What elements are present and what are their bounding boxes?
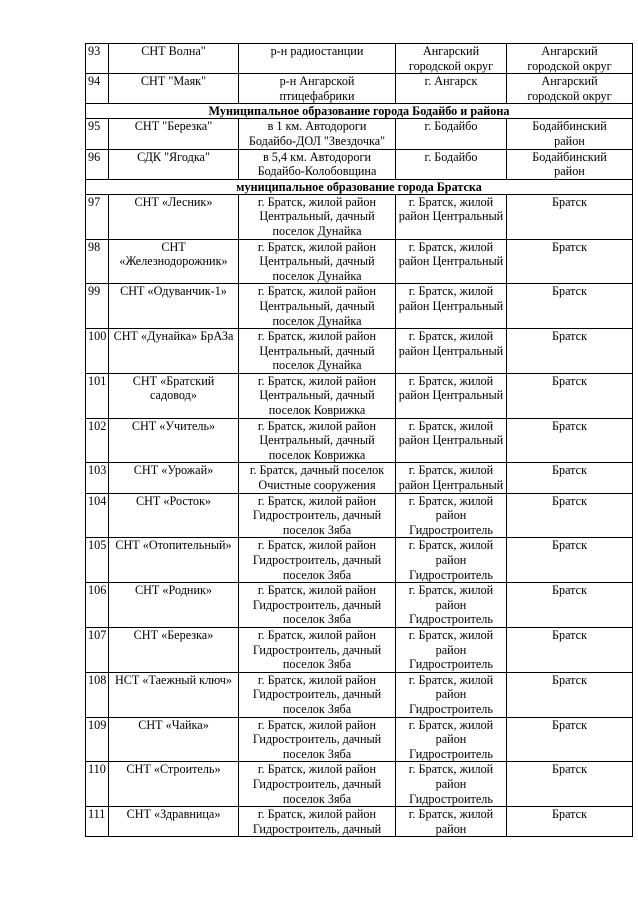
location-description-cell <box>239 717 396 762</box>
municipal-district: Ангарский городской округ <box>527 74 612 103</box>
municipal-district: Бодайбинский район <box>532 119 607 148</box>
municipal-district: Братск <box>552 538 587 553</box>
settlement-cell <box>396 44 507 74</box>
settlement-cell <box>396 149 507 179</box>
partnership-name: СНТ «Росток» <box>135 493 212 508</box>
table-row <box>86 538 633 583</box>
location-description: г. Братск, жилой район Гидростроитель, дачный поселок Зяба <box>252 583 382 627</box>
partnership-name: СНТ «Лесник» <box>134 194 213 209</box>
partnership-name-cell <box>109 493 239 538</box>
settlement: г. Братск, жилой район Центральный <box>398 418 504 448</box>
partnership-name-cell <box>109 807 239 837</box>
location-description: г. Братск, дачный поселок Очистные сооружения <box>249 463 385 493</box>
location-description: г. Братск, жилой район Центральный, дачный поселок Коврижка <box>257 373 377 418</box>
partnership-name-cell <box>109 762 239 807</box>
row-number: 96 <box>88 149 101 164</box>
municipal-district: Братск <box>552 627 587 642</box>
table-row <box>86 284 633 329</box>
row-number-cell <box>86 538 109 583</box>
row-number-cell <box>86 74 109 104</box>
row-number-cell <box>86 44 109 74</box>
location-description-cell <box>239 583 396 628</box>
row-number: 97 <box>88 194 101 209</box>
partnership-name-cell <box>109 329 239 374</box>
settlement-cell <box>396 119 507 149</box>
row-number-cell <box>86 463 109 493</box>
municipal-district-cell <box>507 418 633 463</box>
table-row <box>86 463 633 493</box>
location-description: г. Братск, жилой район Гидростроитель, дачный <box>252 807 382 836</box>
partnership-name: СНТ «Дунайка» БрАЗа <box>113 329 234 344</box>
settlement-cell <box>396 239 507 284</box>
partnership-name: СНТ «Одуванчик-1» <box>120 284 227 299</box>
settlement: г. Братск, жилой район Гидростроитель <box>408 538 494 582</box>
municipal-district-cell <box>507 44 633 74</box>
location-description-cell <box>239 762 396 807</box>
row-number: 104 <box>88 493 107 508</box>
municipal-district-cell <box>507 717 633 762</box>
settlement: г. Братск, жилой район Центральный <box>398 284 504 313</box>
location-description: г. Братск, жилой район Центральный, дачный поселок Дунайка <box>257 329 377 373</box>
location-description-cell <box>239 239 396 284</box>
settlement-cell <box>396 373 507 418</box>
location-description: г. Братск, жилой район Центральный, дачный поселок Дунайка <box>257 194 377 238</box>
location-description-cell <box>239 194 396 239</box>
table-row <box>86 762 633 807</box>
location-description: г. Братск, жилой район Гидростроитель, дачный поселок Зяба <box>252 627 382 672</box>
partnership-name-cell <box>109 44 239 74</box>
location-description-cell <box>239 119 396 149</box>
municipal-district: Братск <box>552 329 587 344</box>
partnership-name: СНТ «Братский садовод» <box>132 373 215 403</box>
partnership-name-cell <box>109 583 239 628</box>
row-number: 99 <box>88 284 101 299</box>
partnership-name-cell <box>109 538 239 583</box>
municipal-district-cell <box>507 538 633 583</box>
table-row <box>86 119 633 149</box>
row-number-cell <box>86 329 109 374</box>
table-row <box>86 194 633 239</box>
municipal-district-cell <box>507 194 633 239</box>
settlement-cell <box>396 284 507 329</box>
row-number: 107 <box>88 627 107 642</box>
partnership-name-cell <box>109 194 239 239</box>
partnership-name: СНТ Волна" <box>141 44 206 58</box>
row-number: 94 <box>88 74 101 89</box>
table-row <box>86 44 633 74</box>
row-number-cell <box>86 583 109 628</box>
partnership-name-cell <box>109 74 239 104</box>
settlement: г. Братск, жилой район Гидростроитель <box>408 583 494 627</box>
row-number: 105 <box>88 538 107 553</box>
partnership-name: СНТ «Урожай» <box>133 463 214 478</box>
municipal-district: Братск <box>552 194 587 209</box>
row-number-cell <box>86 373 109 418</box>
settlement: г. Братск, жилой район Центральный <box>398 463 504 493</box>
settlement-cell <box>396 672 507 717</box>
location-description: г. Братск, жилой район Гидростроитель, дачный поселок Зяба <box>252 762 382 806</box>
partnership-name: СНТ "Маяк" <box>140 74 207 89</box>
location-description-cell <box>239 418 396 463</box>
municipal-district: Братск <box>552 463 587 478</box>
settlement: г. Братск, жилой район Центральный <box>398 194 504 224</box>
partnership-name-cell <box>109 119 239 149</box>
settlement-cell <box>396 418 507 463</box>
table-row <box>86 239 633 284</box>
municipal-district-cell <box>507 807 633 837</box>
settlement: г. Братск, жилой район Центральный <box>398 239 504 269</box>
municipal-district-cell <box>507 762 633 807</box>
table-row <box>86 373 633 418</box>
location-description-cell <box>239 74 396 104</box>
location-description: в 5,4 км. Автодороги Бодайбо-Колобовщина <box>257 149 377 179</box>
partnership-name: НСТ «Таежный ключ» <box>114 672 233 687</box>
partnership-name: СНТ «Березка» <box>133 627 214 642</box>
table-row <box>86 493 633 538</box>
table-row <box>86 583 633 628</box>
partnership-name-cell <box>109 373 239 418</box>
row-number: 100 <box>88 329 107 344</box>
row-number: 106 <box>88 583 107 598</box>
municipal-district: Братск <box>552 284 587 299</box>
settlement: г. Бодайбо <box>424 149 478 164</box>
section-header-row <box>86 179 633 194</box>
row-number-cell <box>86 149 109 179</box>
partnership-name-cell <box>109 284 239 329</box>
municipal-district-cell <box>507 119 633 149</box>
municipal-district: Братск <box>552 493 587 508</box>
location-description: р-н радиостанции <box>270 44 364 58</box>
table-row <box>86 74 633 104</box>
partnership-name: СНТ «Родник» <box>135 583 212 598</box>
settlement: г. Братск, жилой район Гидростроитель <box>408 672 494 716</box>
settlement-cell <box>396 538 507 583</box>
settlement-cell <box>396 74 507 104</box>
settlement-cell <box>396 493 507 538</box>
municipal-district: Братск <box>552 239 587 254</box>
municipal-district: Братск <box>552 717 587 732</box>
location-description-cell <box>239 493 396 538</box>
section-title: Муниципальное образование города Бодайбо и района <box>86 104 633 119</box>
row-number: 93 <box>88 44 101 58</box>
location-description: р-н Ангарской птицефабрики <box>279 74 355 103</box>
municipal-district: Братск <box>552 418 587 433</box>
row-number-cell <box>86 717 109 762</box>
location-description: г. Братск, жилой район Центральный, дачный поселок Коврижка <box>257 418 377 462</box>
location-description: г. Братск, жилой район Гидростроитель, дачный поселок Зяба <box>252 493 382 537</box>
municipal-district-cell <box>507 583 633 628</box>
municipal-district-cell <box>507 239 633 284</box>
partnership-name: СНТ «Железнодорожник» <box>119 239 228 269</box>
location-description-cell <box>239 807 396 837</box>
section-title: муниципальное образование города Братска <box>86 179 633 194</box>
partnership-name: СНТ «Строитель» <box>126 762 221 777</box>
municipal-district-cell <box>507 329 633 374</box>
table-row <box>86 329 633 374</box>
partnership-name-cell <box>109 418 239 463</box>
partnership-name-cell <box>109 149 239 179</box>
settlement-cell <box>396 329 507 374</box>
table-row <box>86 149 633 179</box>
table-row <box>86 807 633 837</box>
row-number-cell <box>86 672 109 717</box>
row-number: 102 <box>88 418 107 433</box>
location-description-cell <box>239 627 396 672</box>
settlement: г. Братск, жилой район Гидростроитель <box>408 493 494 537</box>
row-number: 111 <box>88 807 106 822</box>
settlement-cell <box>396 717 507 762</box>
municipal-district-cell <box>507 74 633 104</box>
partnership-name-cell <box>109 717 239 762</box>
table-row <box>86 717 633 762</box>
partnership-name: СНТ «Чайка» <box>138 717 209 732</box>
location-description: г. Братск, жилой район Гидростроитель, дачный поселок Зяба <box>252 672 382 716</box>
row-number: 108 <box>88 672 107 687</box>
settlement: г. Братск, жилой район Гидростроитель <box>408 717 494 761</box>
location-description: в 1 км. Автодороги Бодайбо-ДОЛ "Звездочка" <box>248 119 386 148</box>
municipal-district: Братск <box>552 373 587 388</box>
location-description-cell <box>239 44 396 74</box>
municipal-district-cell <box>507 284 633 329</box>
location-description-cell <box>239 284 396 329</box>
municipal-district-cell <box>507 149 633 179</box>
location-description-cell <box>239 149 396 179</box>
partnership-name: СДК "Ягодка" <box>137 149 210 164</box>
partnership-name: СНТ «Учитель» <box>131 418 216 433</box>
settlement: Ангарский городской округ <box>408 44 494 73</box>
row-number: 101 <box>88 373 107 388</box>
settlement-cell <box>396 463 507 493</box>
settlement: г. Братск, жилой район Центральный <box>398 329 504 358</box>
location-description-cell <box>239 463 396 493</box>
row-number-cell <box>86 762 109 807</box>
table-row <box>86 418 633 463</box>
partnership-name-cell <box>109 672 239 717</box>
location-description: г. Братск, жилой район Гидростроитель, дачный поселок Зяба <box>252 538 382 582</box>
municipal-district: Братск <box>552 807 587 822</box>
row-number-cell <box>86 194 109 239</box>
partnership-name-cell <box>109 463 239 493</box>
municipal-district: Ангарский городской округ <box>527 44 612 73</box>
location-description-cell <box>239 672 396 717</box>
municipal-district-cell <box>507 493 633 538</box>
row-number: 109 <box>88 717 107 732</box>
row-number-cell <box>86 284 109 329</box>
municipal-district: Братск <box>552 583 587 598</box>
settlement: г. Братск, жилой район Гидростроитель <box>408 762 494 806</box>
settlement-cell <box>396 807 507 837</box>
municipal-district: Братск <box>552 672 587 687</box>
settlement-cell <box>396 762 507 807</box>
municipal-district-cell <box>507 373 633 418</box>
row-number: 110 <box>88 762 106 777</box>
location-description: г. Братск, жилой район Гидростроитель, дачный поселок Зяба <box>252 717 382 761</box>
row-number-cell <box>86 119 109 149</box>
row-number: 98 <box>88 239 101 254</box>
location-description: г. Братск, жилой район Центральный, дачный поселок Дунайка <box>257 239 377 283</box>
row-number-cell <box>86 807 109 837</box>
row-number-cell <box>86 627 109 672</box>
row-number-cell <box>86 239 109 284</box>
partnership-name-cell <box>109 239 239 284</box>
settlement-cell <box>396 194 507 239</box>
settlement: г. Братск, жилой район Гидростроитель <box>408 627 494 672</box>
row-number: 95 <box>88 119 101 134</box>
section-header-row <box>86 104 633 119</box>
partnership-name-cell <box>109 627 239 672</box>
municipal-district-cell <box>507 463 633 493</box>
location-description-cell <box>239 329 396 374</box>
row-number: 103 <box>88 463 107 478</box>
table-row <box>86 672 633 717</box>
snt-registry-table <box>85 43 633 837</box>
municipal-district: Братск <box>552 762 587 777</box>
table-body <box>86 44 633 837</box>
location-description-cell <box>239 373 396 418</box>
location-description: г. Братск, жилой район Центральный, дачный поселок Дунайка <box>257 284 377 328</box>
settlement: г. Ангарск <box>424 74 478 89</box>
row-number-cell <box>86 418 109 463</box>
location-description-cell <box>239 538 396 583</box>
settlement: г. Бодайбо <box>424 119 478 134</box>
partnership-name: СНТ «Здравница» <box>126 807 221 822</box>
settlement: г. Братск, жилой район <box>408 807 494 836</box>
partnership-name: СНТ "Березка" <box>134 119 213 134</box>
municipal-district-cell <box>507 627 633 672</box>
table-row <box>86 627 633 672</box>
settlement: г. Братск, жилой район Центральный <box>398 373 504 403</box>
settlement-cell <box>396 627 507 672</box>
settlement-cell <box>396 583 507 628</box>
partnership-name: СНТ «Отопительный» <box>115 538 232 553</box>
municipal-district: Бодайбинский район <box>532 149 607 179</box>
municipal-district-cell <box>507 672 633 717</box>
row-number-cell <box>86 493 109 538</box>
